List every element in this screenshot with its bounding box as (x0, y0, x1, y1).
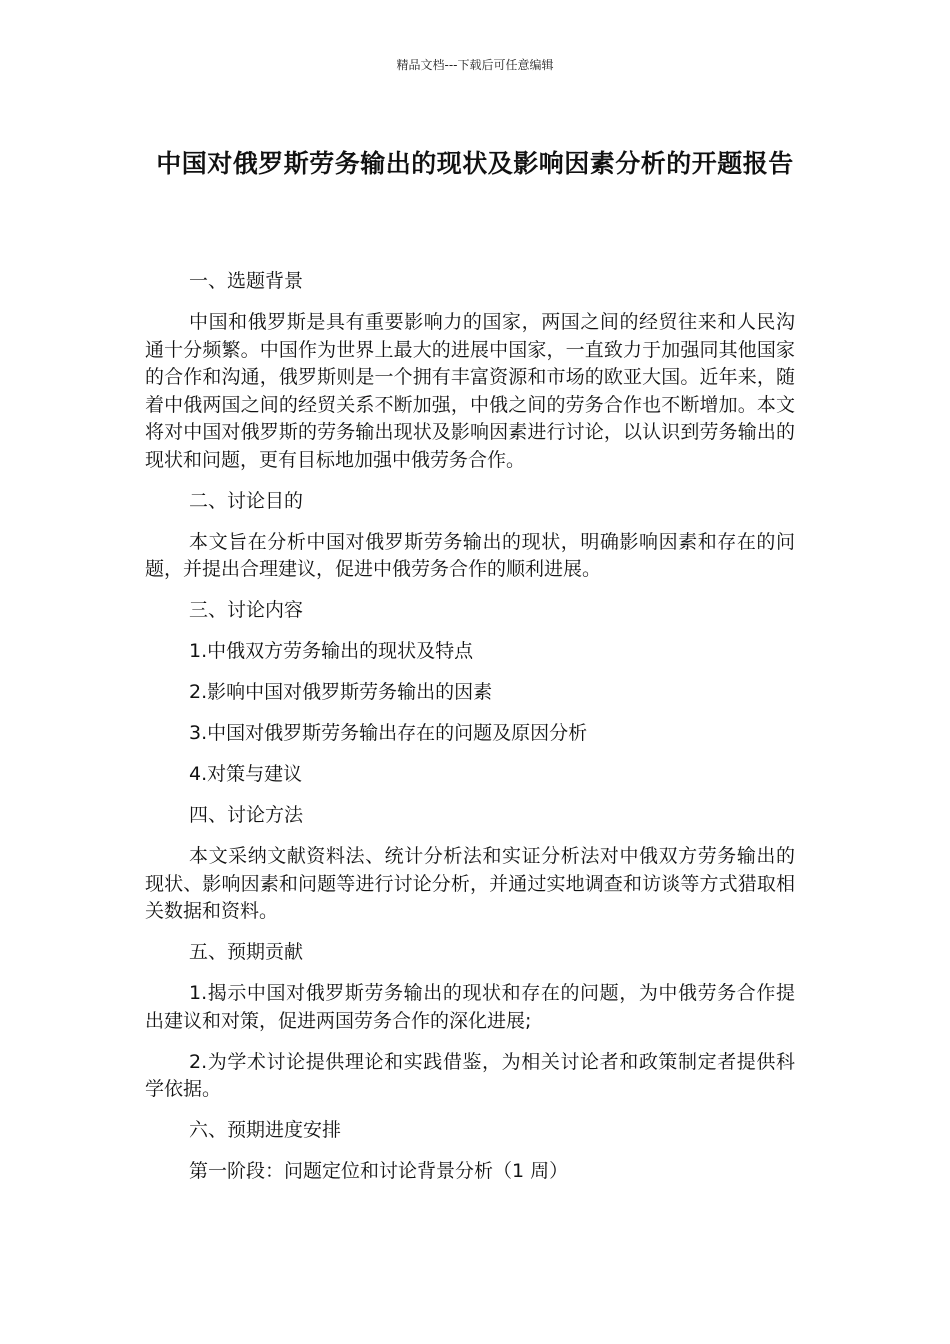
document-title: 中国对俄罗斯劳务输出的现状及影响因素分析的开题报告 (156, 149, 794, 178)
section-heading-schedule: 六、预期进度安排 (189, 1119, 342, 1141)
contribution-item: 1.揭示中国对俄罗斯劳务输出的现状和存在的问题，为中俄劳务合作提出建议和对策，促进两国劳务合作的深化进展; (145, 982, 795, 1032)
section-heading-method: 四、讨论方法 (189, 804, 304, 826)
paragraph-purpose: 本文旨在分析中国对俄罗斯劳务输出的现状，明确影响因素和存在的问题，并提出合理建议，促进中俄劳务合作的顺利进展。 (145, 530, 795, 580)
content-item: 2.影响中国对俄罗斯劳务输出的因素 (189, 681, 493, 703)
section-heading-purpose: 二、讨论目的 (189, 489, 304, 512)
section-heading-contribution: 五、预期贡献 (189, 941, 304, 963)
section-heading-content: 三、讨论内容 (189, 599, 304, 621)
schedule-item: 第一阶段：问题定位和讨论背景分析（1 周） (189, 1160, 569, 1182)
section-heading-background: 一、选题背景 (189, 270, 304, 292)
content-item: 4.对策与建议 (189, 763, 303, 785)
document-body (145, 268, 795, 1199)
contribution-item: 2.为学术讨论提供理论和实践借鉴，为相关讨论者和政策制定者提供科学依据。 (145, 1050, 795, 1100)
content-item: 3.中国对俄罗斯劳务输出存在的问题及原因分析 (189, 722, 588, 744)
header-note: 精品文档---下载后可任意编辑 (396, 58, 554, 72)
content-item: 1.中俄双方劳务输出的现状及特点 (189, 640, 474, 662)
paragraph-background: 中国和俄罗斯是具有重要影响力的国家，两国之间的经贸往来和人民沟通十分频繁。中国作为世界上最大的进展中国家，一直致力于加强同其他国家的合作和沟通，俄罗斯则是一个拥有丰富资源和市场的欧亚大国。近年来，随着中俄两国之间的经贸关系不断加强，中俄之间的劳务合作也不断增加。本文将对中国对俄罗斯的劳务输出现状及影响因素进行讨论，以认识到劳务输出的现状和问题，更有目标地加强中俄劳务合作。 (145, 311, 795, 471)
paragraph-method: 本文采纳文献资料法、统计分析法和实证分析法对中俄双方劳务输出的现状、影响因素和问题等进行讨论分析，并通过实地调查和访谈等方式猎取相关数据和资料。 (145, 845, 795, 922)
